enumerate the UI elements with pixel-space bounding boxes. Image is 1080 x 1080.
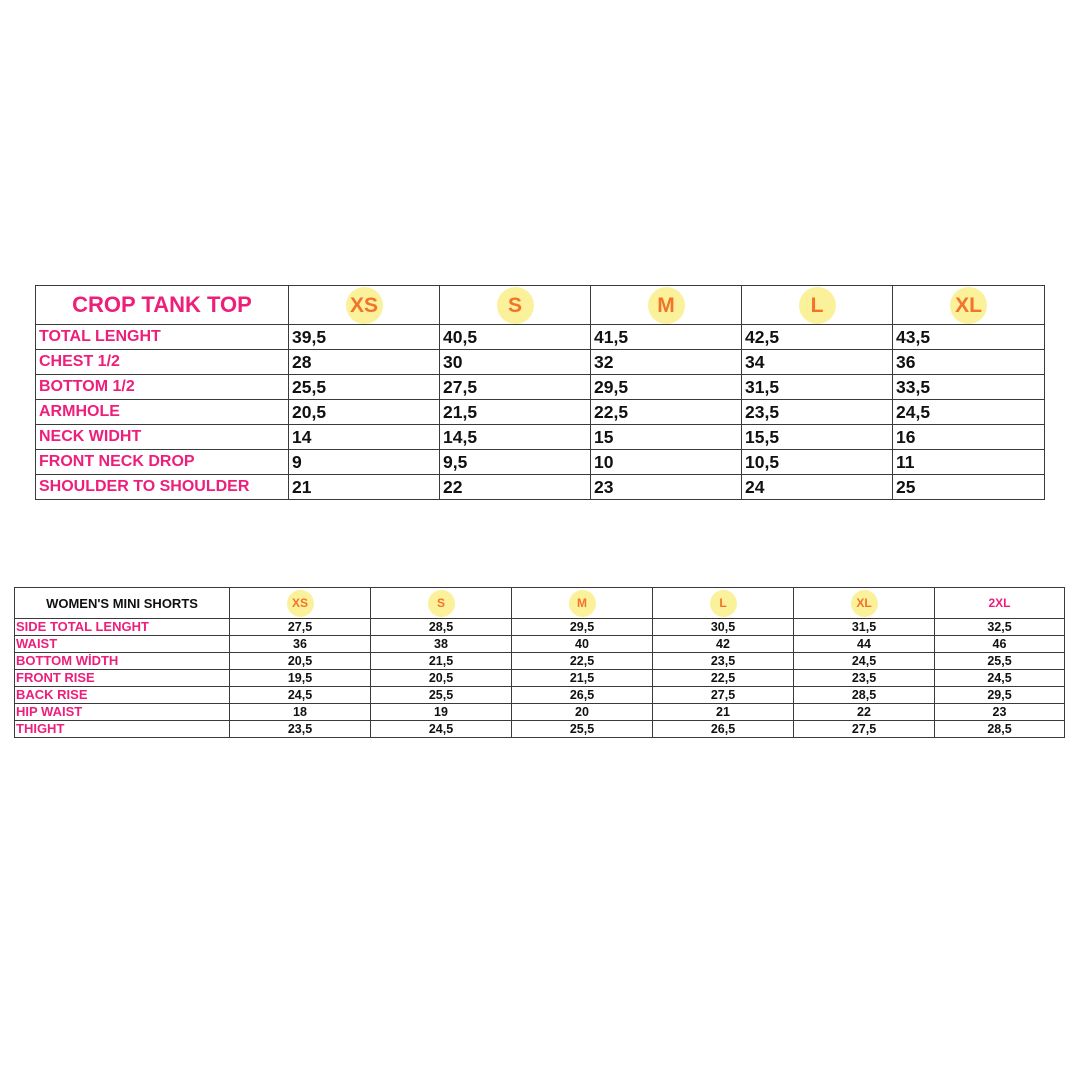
measurement-value: 29,5 <box>512 619 653 636</box>
measurement-value: 34 <box>742 350 893 375</box>
measurement-label: FRONT NECK DROP <box>36 450 289 475</box>
measurement-value: 9,5 <box>440 450 591 475</box>
measurement-value: 26,5 <box>512 687 653 704</box>
measurement-value: 20 <box>512 704 653 721</box>
measurement-value: 28,5 <box>935 721 1065 738</box>
size-badge: S <box>428 590 455 617</box>
measurement-label: BOTTOM 1/2 <box>36 375 289 400</box>
size-header-2xl <box>935 588 1065 619</box>
size-header-m <box>512 588 653 619</box>
measurement-value: 15,5 <box>742 425 893 450</box>
measurement-value: 32 <box>591 350 742 375</box>
measurement-value: 20,5 <box>289 400 440 425</box>
table-row <box>15 721 1065 738</box>
size-header-xs <box>289 286 440 325</box>
measurement-value: 9 <box>289 450 440 475</box>
measurement-value: 24,5 <box>935 670 1065 687</box>
measurement-value: 23,5 <box>653 653 794 670</box>
table-row <box>36 375 1045 400</box>
measurement-value: 30 <box>440 350 591 375</box>
measurement-value: 33,5 <box>893 375 1045 400</box>
table-row <box>15 704 1065 721</box>
measurement-value: 24,5 <box>794 653 935 670</box>
measurement-value: 23,5 <box>230 721 371 738</box>
measurement-label: THIGHT <box>15 721 230 738</box>
measurement-value: 28,5 <box>371 619 512 636</box>
measurement-label: ARMHOLE <box>36 400 289 425</box>
measurement-value: 23,5 <box>742 400 893 425</box>
measurement-label: WAIST <box>15 636 230 653</box>
table-title: WOMEN'S MINI SHORTS <box>15 588 230 619</box>
measurement-value: 20,5 <box>371 670 512 687</box>
size-label: 2XL <box>988 596 1011 610</box>
size-badge: M <box>569 590 596 617</box>
measurement-value: 24,5 <box>893 400 1045 425</box>
measurement-value: 24,5 <box>230 687 371 704</box>
measurement-value: 27,5 <box>230 619 371 636</box>
measurement-value: 14 <box>289 425 440 450</box>
size-badge: S <box>497 287 534 324</box>
size-header-xl <box>794 588 935 619</box>
size-header-l <box>742 286 893 325</box>
table-row <box>36 400 1045 425</box>
measurement-value: 25,5 <box>512 721 653 738</box>
measurement-value: 41,5 <box>591 325 742 350</box>
measurement-value: 25 <box>893 475 1045 500</box>
measurement-value: 29,5 <box>591 375 742 400</box>
measurement-value: 21,5 <box>371 653 512 670</box>
measurement-value: 27,5 <box>653 687 794 704</box>
table-row <box>36 350 1045 375</box>
measurement-value: 21 <box>289 475 440 500</box>
size-header-l <box>653 588 794 619</box>
measurement-label: SIDE TOTAL LENGHT <box>15 619 230 636</box>
measurement-value: 15 <box>591 425 742 450</box>
measurement-value: 27,5 <box>440 375 591 400</box>
size-badge: L <box>710 590 737 617</box>
measurement-value: 39,5 <box>289 325 440 350</box>
measurement-value: 18 <box>230 704 371 721</box>
measurement-label: HIP WAIST <box>15 704 230 721</box>
measurement-value: 22,5 <box>512 653 653 670</box>
table-title: CROP TANK TOP <box>36 286 289 325</box>
measurement-value: 30,5 <box>653 619 794 636</box>
measurement-label: TOTAL LENGHT <box>36 325 289 350</box>
measurement-value: 29,5 <box>935 687 1065 704</box>
measurement-value: 24,5 <box>371 721 512 738</box>
measurement-value: 22,5 <box>591 400 742 425</box>
measurement-value: 16 <box>893 425 1045 450</box>
measurement-value: 42,5 <box>742 325 893 350</box>
table-row <box>36 325 1045 350</box>
measurement-value: 46 <box>935 636 1065 653</box>
measurement-value: 20,5 <box>230 653 371 670</box>
measurement-value: 19 <box>371 704 512 721</box>
size-badge: XL <box>851 590 878 617</box>
measurement-label: BACK RISE <box>15 687 230 704</box>
size-header-m <box>591 286 742 325</box>
size-header-s <box>371 588 512 619</box>
table-row <box>15 636 1065 653</box>
measurement-value: 19,5 <box>230 670 371 687</box>
measurement-value: 14,5 <box>440 425 591 450</box>
size-badge: M <box>648 287 685 324</box>
measurement-value: 44 <box>794 636 935 653</box>
measurement-value: 26,5 <box>653 721 794 738</box>
measurement-value: 21,5 <box>440 400 591 425</box>
measurement-label: SHOULDER TO SHOULDER <box>36 475 289 500</box>
measurement-value: 27,5 <box>794 721 935 738</box>
table-row <box>15 619 1065 636</box>
measurement-value: 28,5 <box>794 687 935 704</box>
measurement-value: 23 <box>935 704 1065 721</box>
measurement-value: 10,5 <box>742 450 893 475</box>
size-header-xs <box>230 588 371 619</box>
measurement-value: 25,5 <box>371 687 512 704</box>
table-row <box>15 687 1065 704</box>
measurement-value: 25,5 <box>935 653 1065 670</box>
measurement-value: 22 <box>440 475 591 500</box>
measurement-value: 23 <box>591 475 742 500</box>
measurement-value: 31,5 <box>742 375 893 400</box>
crop-tank-top-size-table <box>35 285 1045 500</box>
measurement-label: CHEST 1/2 <box>36 350 289 375</box>
measurement-value: 38 <box>371 636 512 653</box>
measurement-value: 11 <box>893 450 1045 475</box>
measurement-value: 10 <box>591 450 742 475</box>
table-row <box>15 653 1065 670</box>
measurement-value: 32,5 <box>935 619 1065 636</box>
measurement-value: 24 <box>742 475 893 500</box>
size-header-s <box>440 286 591 325</box>
table-row <box>36 425 1045 450</box>
womens-mini-shorts-size-table <box>14 587 1065 738</box>
measurement-value: 43,5 <box>893 325 1045 350</box>
measurement-value: 23,5 <box>794 670 935 687</box>
measurement-value: 21,5 <box>512 670 653 687</box>
size-badge: XS <box>346 287 383 324</box>
measurement-value: 42 <box>653 636 794 653</box>
table-row <box>15 670 1065 687</box>
table-header-row <box>36 286 1045 325</box>
measurement-value: 22,5 <box>653 670 794 687</box>
measurement-value: 21 <box>653 704 794 721</box>
measurement-value: 28 <box>289 350 440 375</box>
measurement-value: 22 <box>794 704 935 721</box>
measurement-value: 25,5 <box>289 375 440 400</box>
measurement-value: 40,5 <box>440 325 591 350</box>
table-header-row <box>15 588 1065 619</box>
size-badge: L <box>799 287 836 324</box>
size-badge: XS <box>287 590 314 617</box>
size-header-xl <box>893 286 1045 325</box>
table-row <box>36 475 1045 500</box>
measurement-value: 31,5 <box>794 619 935 636</box>
measurement-value: 36 <box>230 636 371 653</box>
size-badge: XL <box>950 287 987 324</box>
measurement-value: 36 <box>893 350 1045 375</box>
measurement-label: NECK WIDHT <box>36 425 289 450</box>
measurement-label: BOTTOM WİDTH <box>15 653 230 670</box>
measurement-label: FRONT RISE <box>15 670 230 687</box>
table-row <box>36 450 1045 475</box>
measurement-value: 40 <box>512 636 653 653</box>
